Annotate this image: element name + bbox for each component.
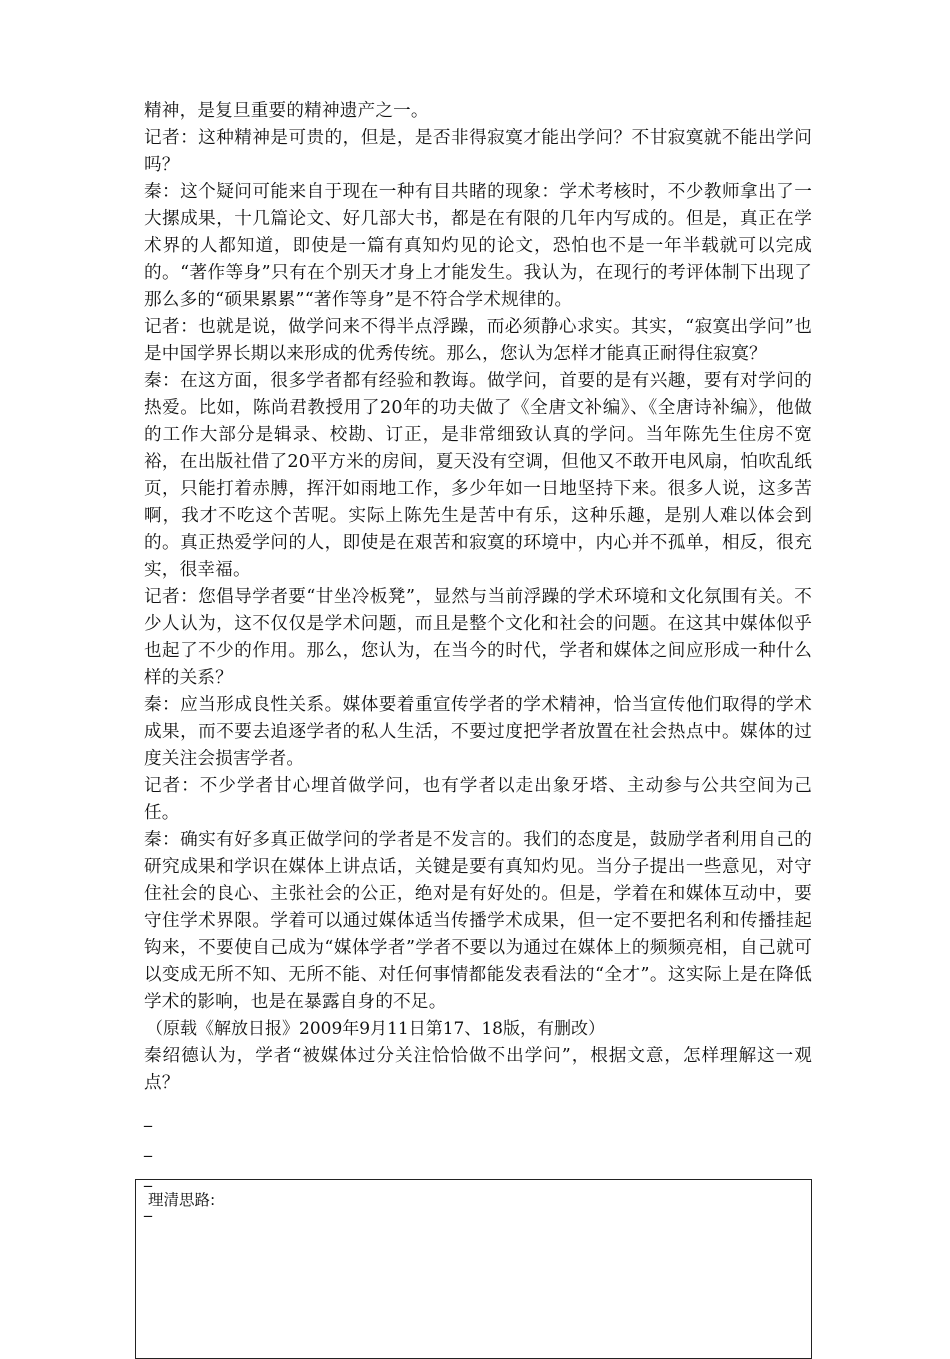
paragraph-qin-answer-1: 秦：这个疑问可能来自于现在一种有目共睹的现象：学术考核时，不少教师拿出了一大摞成果，十几篇论文、好几部大书，都是在有限的几年内写成的。但是，真正在学术界的人都知道，即使是一篇有真知灼见的论文，恐怕也不是一年半载就可以完成的。“著作等身”只有在个别天才身上才能发生。我认为，在现行的考评体制下出现了那么多的“硕果累累”“著作等身”是不符合学术规律的。	[144, 182, 812, 310]
paragraph-qin-answer-4: 秦：确实有好多真正做学问的学者是不发言的。我们的态度是，鼓励学者利用自己的研究成果和学识在媒体上讲点话，关键是要有真知灼见。当分子提出一些意见，对守住社会的良心、主张社会的公正，绝对是有好处的。但是，学着在和媒体互动中，要守住学术界限。学着可以通过媒体适当传播学术成果，但一定不要把名利和传播挂起钩来，不要使自己成为“媒体学者”学者不要以为通过在媒体上的频频亮相，自己就可以变成无所不知、无所不能、对任何事情都能发表看法的“全才”。这实际上是在降低学术的影响，也是在暴露自身的不足。	[144, 830, 812, 1012]
answer-blank-line[interactable]: _	[144, 1108, 152, 1127]
paragraph-reporter-question-4: 记者：不少学者甘心埋首做学问，也有学者以走出象牙塔、主动参与公共空间为己任。	[144, 776, 812, 823]
paragraph-intro: 精神，是复旦重要的精神遗产之一。	[144, 101, 429, 121]
answer-blank-line[interactable]: _	[144, 1138, 152, 1157]
paragraph-reporter-question-3: 记者：您倡导学者要“甘坐冷板凳”，显然与当前浮躁的学术环境和文化氛围有关。不少人认为，这不仅仅是学术问题，而且是整个文化和社会的问题。在这其中媒体似乎也起了不少的作用。那么，您认为，在当今的时代，学者和媒体之间应形成一种什么样的关系？	[144, 587, 812, 688]
paragraph-qin-answer-2: 秦：在这方面，很多学者都有经验和教诲。做学问，首要的是有兴趣，要有对学问的热爱。比如，陈尚君教授用了20年的功夫做了《全唐文补编》、《全唐诗补编》，他做的工作大部分是辑录、校勘、订正，是非常细致认真的学问。当年陈先生住房不宽裕，在出版社借了20平方米的房间，夏天没有空调，但他又不敢开电风扇，怕吹乱纸页，只能打着赤膊，挥汗如雨地工作，多少年如一日地坚持下来。很多人说，这多苦啊，我才不吃这个苦呢。实际上陈先生是苦中有乐，这种乐趣，是别人难以体会到的。真正热爱学问的人，即使是在艰苦和寂寞的环境中，内心并不孤单，相反，很充实，很幸福。	[144, 371, 812, 580]
answer-box-label: 理清思路:	[148, 1191, 216, 1209]
source-citation: （原载《解放日报》2009年9月11日第17、18版，有删改）	[146, 1019, 605, 1039]
question-text: 秦绍德认为，学者“被媒体过分关注恰恰做不出学问”，根据文意，怎样理解这一观点？	[144, 1046, 812, 1093]
answer-blank-line[interactable]: _	[144, 1168, 152, 1187]
paragraph-reporter-question-2: 记者：也就是说，做学问来不得半点浮躁，而必须静心求实。其实，“寂寞出学问”也是中国学界长期以来形成的优秀传统。那么，您认为怎样才能真正耐得住寂寞？	[144, 317, 812, 364]
thinking-answer-box[interactable]	[135, 1179, 812, 1359]
document-body	[144, 98, 812, 1223]
answer-blank-line[interactable]: _	[144, 1198, 152, 1217]
paragraph-qin-answer-3: 秦：应当形成良性关系。媒体要着重宣传学者的学术精神，恰当宣传他们取得的学术成果，而不要去追逐学者的私人生活，不要过度把学者放置在社会热点中。媒体的过度关注会损害学者。	[144, 695, 812, 769]
paragraph-reporter-question-1: 记者：这种精神是可贵的，但是，是否非得寂寞才能出学问？不甘寂寞就不能出学问吗？	[144, 128, 812, 175]
